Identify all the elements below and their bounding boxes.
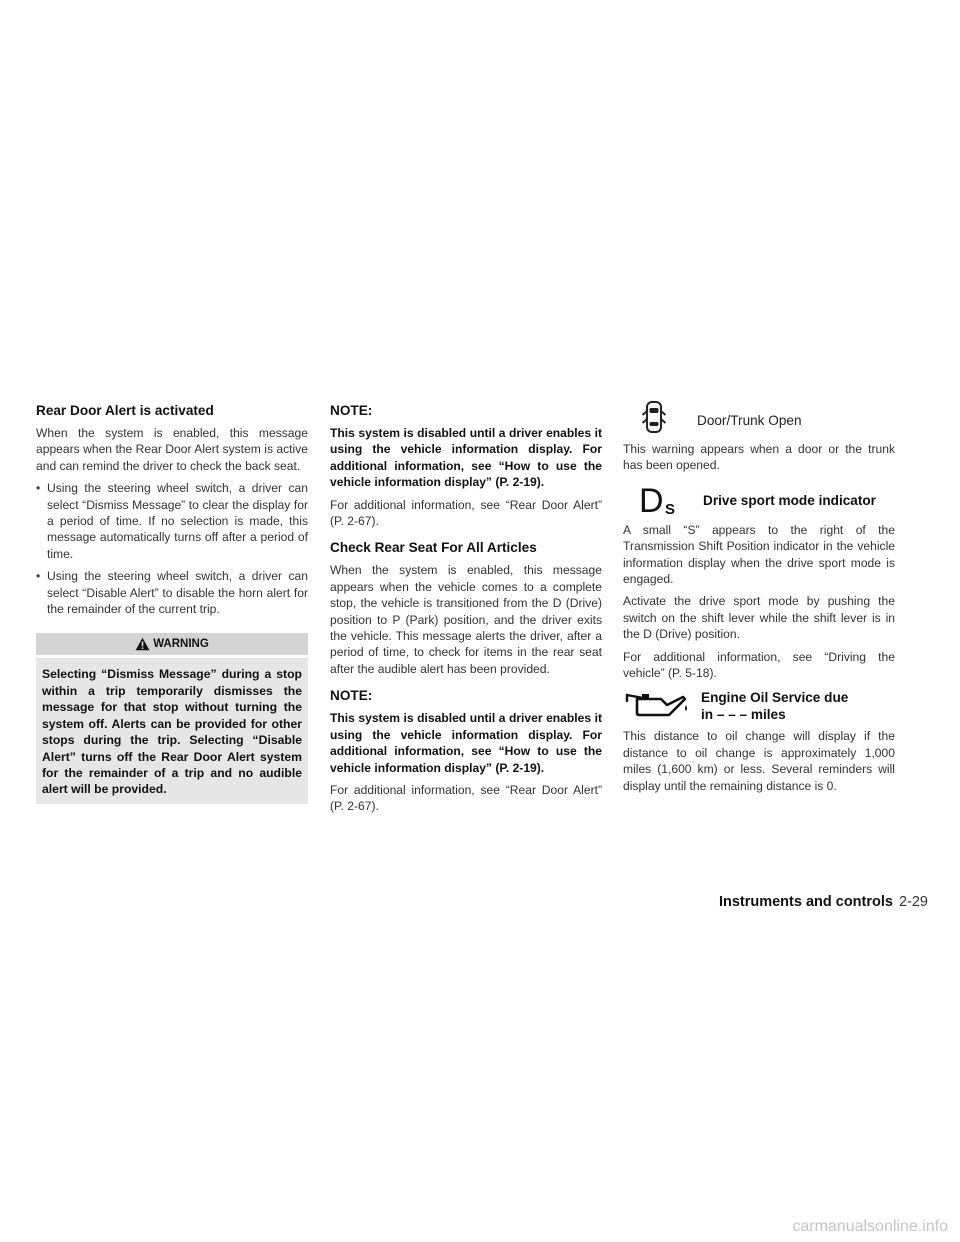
door-trunk-open-body: This warning appears when a door or the trunk has been opened. (623, 442, 895, 473)
watermark: carmanualsonline.info (792, 1218, 948, 1235)
footer-section-title: Instruments and controls (718, 894, 893, 910)
door-trunk-open-title: Door/Trunk Open (697, 413, 802, 428)
car-door-open-icon (641, 400, 667, 439)
drive-sport-row (623, 481, 895, 520)
oil-service-body: This distance to oil change will display if the distance to oil change is approximately 1,000 miles (1,600 km) or less. Several reminders will display until the remaining distance is 0. (623, 729, 895, 793)
warning-header (36, 633, 308, 655)
rear-door-alert-heading: Rear Door Alert is activated (36, 403, 214, 418)
door-trunk-open-row (623, 400, 895, 439)
check-rear-seat-heading: Check Rear Seat For All Articles (330, 540, 537, 556)
ds-icon-letter-d: D (639, 481, 664, 520)
bullet-disable-alert: • Using the steering wheel switch, a driver can select “Disable Alert” to disable the horn alert for the remainder of the current trip. (36, 568, 308, 617)
left-column (36, 402, 308, 804)
oil-service-title: Engine Oil Service due in – – – miles (701, 690, 849, 723)
drive-sport-body-3: For additional information, see “Driving the vehicle” (P. 5-18). (623, 649, 895, 681)
drive-sport-ds-icon (639, 481, 681, 520)
right-column (623, 400, 895, 800)
note-text-2: This system is disabled until a driver enables it using the vehicle information display. For additional information, see “How to use the vehicle information display” (P. 2-19). (330, 711, 602, 775)
warning-title: WARNING (153, 638, 209, 651)
rear-door-alert-bullets (36, 480, 308, 617)
oil-service-row (623, 689, 895, 726)
note-label-2: NOTE: (330, 688, 373, 704)
note-text-1: This system is disabled until a driver enables it using the vehicle information display. For additional information, see “How to use the vehicle information display” (P. 2-19). (330, 426, 602, 490)
note-label-1: NOTE: (330, 403, 373, 418)
drive-sport-body-2: Activate the drive sport mode by pushing the switch on the shift lever while the shift lever is in the D (Drive) position. (623, 594, 895, 642)
middle-column (330, 402, 602, 821)
page-footer (660, 893, 928, 911)
warning-triangle-icon (135, 637, 150, 651)
ds-icon-letter-s: S (665, 500, 676, 518)
page-number: 2-29 (898, 894, 928, 910)
check-rear-seat-body: When the system is enabled, this message appears when the vehicle comes to a complete stop, the vehicle is transitioned from the D (Drive) position to P (Park) position, and the driver exits the vehicle. This message alerts the driver, after a period of time, to check for items in the rear seat after the audible alert has been provided. (330, 563, 602, 676)
reference-rear-door-alert-1: For additional information, see “Rear Door Alert” (P. 2-67). (330, 497, 602, 529)
warning-text: Selecting “Dismiss Message” during a stop within a trip temporarily dismisses the message for that stop without turning the system off. Alerts can be provided for other stops during the trip. Selecting “Disable Alert” turns off the Rear Door Alert system for the remainder of a trip and no audible alert will be provided. (36, 658, 308, 803)
warning-box (36, 633, 308, 803)
rear-door-alert-intro: When the system is enabled, this message appears when the Rear Door Alert system is active and can remind the driver to check the back seat. (36, 426, 308, 473)
oil-can-icon (623, 689, 689, 726)
bullet-dismiss-message: • Using the steering wheel switch, a driver can select “Dismiss Message” to clear the display for a period of time. If no selection is made, this message automatically turns off after a period of time. (36, 480, 308, 562)
drive-sport-title: Drive sport mode indicator (703, 492, 876, 508)
reference-rear-door-alert-2: For additional information, see “Rear Door Alert” (P. 2-67). (330, 782, 602, 814)
drive-sport-body-1: A small “S” appears to the right of the Transmission Shift Position indicator in the vehicle information display when the drive sport mode is engaged. (623, 522, 895, 587)
